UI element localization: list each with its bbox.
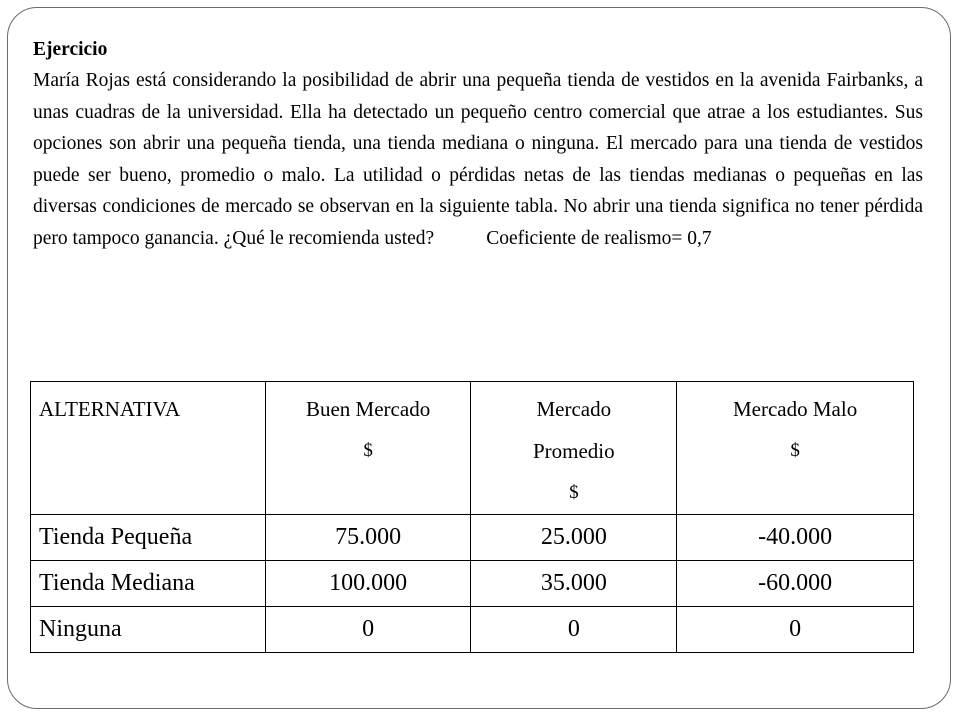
row-name: Tienda Mediana bbox=[31, 561, 266, 607]
cell-good: 0 bbox=[265, 607, 471, 653]
header-good-label: Buen Mercado bbox=[305, 397, 431, 421]
header-bad-unit: $ bbox=[790, 440, 800, 461]
cell-average: 35.000 bbox=[471, 561, 677, 607]
header-average-unit: $ bbox=[569, 482, 579, 503]
cell-bad: 0 bbox=[677, 607, 914, 653]
table-row bbox=[31, 561, 914, 607]
exercise-block bbox=[33, 34, 928, 254]
header-average-label-1: Mercado bbox=[536, 397, 612, 421]
exercise-body-text: María Rojas está considerando la posibilidad de abrir una pequeña tienda de vestidos en la avenida Fairbanks, a unas cuadras de la universidad. Ella ha detectado un pequeño centro comercial que atrae a los estudiantes. Sus opciones son abrir una pequeña tienda, una tienda mediana o ninguna. El mercado para una tienda de vestidos puede ser bueno, promedio o malo. La utilidad o pérdidas netas de las tiendas medianas o pequeñas en las diversas condiciones de mercado se observan en la siguiente tabla. No abrir una tienda significa no tener pérdida pero tampoco ganancia. ¿Qué le recomienda usted? bbox=[33, 70, 928, 249]
row-name: Ninguna bbox=[31, 607, 266, 653]
header-alternative bbox=[31, 382, 266, 515]
table-row bbox=[31, 607, 914, 653]
cell-bad: -60.000 bbox=[677, 561, 914, 607]
table-row bbox=[31, 515, 914, 561]
row-name: Tienda Pequeña bbox=[31, 515, 266, 561]
header-good-market bbox=[265, 382, 471, 515]
header-bad-market bbox=[677, 382, 914, 515]
header-bad-label: Mercado Malo bbox=[732, 397, 858, 421]
header-good-unit: $ bbox=[363, 440, 373, 461]
cell-bad: -40.000 bbox=[677, 515, 914, 561]
cell-average: 25.000 bbox=[471, 515, 677, 561]
header-average-label-2: Promedio bbox=[532, 439, 615, 463]
realism-coefficient: Coeficiente de realismo= 0,7 bbox=[486, 227, 712, 249]
exercise-title: Ejercicio bbox=[33, 39, 108, 60]
payoff-table bbox=[30, 381, 914, 653]
cell-good: 75.000 bbox=[265, 515, 471, 561]
header-average-market bbox=[471, 382, 677, 515]
table-header-row bbox=[31, 382, 914, 515]
cell-average: 0 bbox=[471, 607, 677, 653]
cell-good: 100.000 bbox=[265, 561, 471, 607]
header-alternative-label: ALTERNATIVA bbox=[39, 397, 181, 421]
exercise-statement bbox=[33, 65, 928, 254]
